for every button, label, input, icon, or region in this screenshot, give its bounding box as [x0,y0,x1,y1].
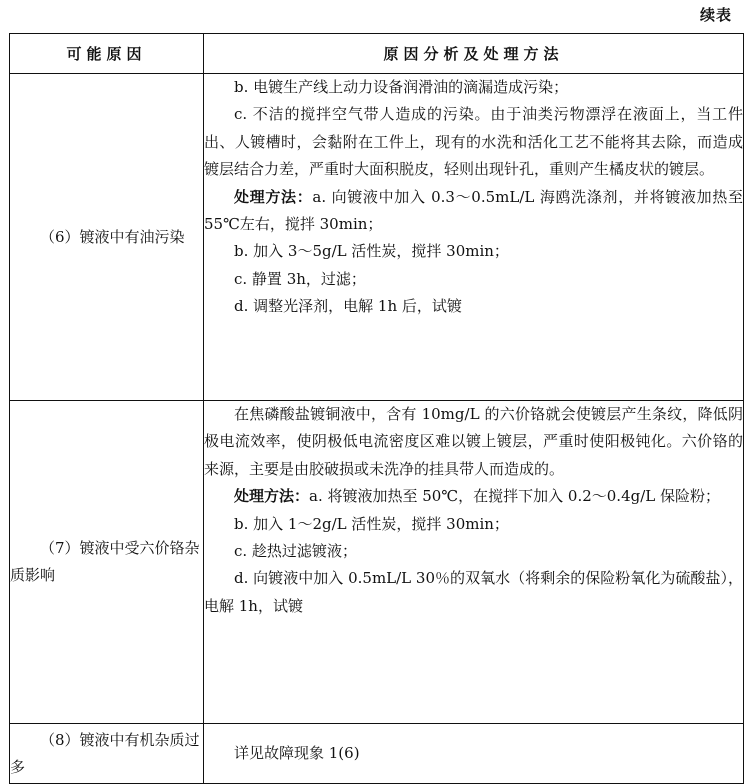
header-analysis-method: 原因分析及处理方法 [204,34,744,74]
analysis-paragraph: b. 加入 3～5g/L 活性炭，搅拌 30min； [234,242,509,261]
cause-text: （6）镀液中有油污染 [40,227,185,246]
analysis-paragraph: c. 趁热过滤镀液； [234,542,357,561]
table-row [10,401,744,724]
cause-text: （7）镀液中受六价铬杂质影响 [10,539,200,584]
analysis-paragraph: c. 不洁的搅拌空气带人造成的污染。由于油类污物漂浮在液面上，当工件出、人镀槽时，会黏附在工件上，现有的水洗和活化工艺不能将其去除，而造成镀层结合力差，严重时大面积脱皮，轻则出现针孔，重则产生橘皮状的镀层。 [204,105,743,179]
cause-cell [10,401,204,724]
analysis-paragraph: 详见故障现象 1(6) [234,743,360,762]
analysis-paragraph: b. 电镀生产线上动力设备润滑油的滴漏造成污染； [234,78,569,96]
method-text: a. 将镀液加热至 50℃，在搅拌下加入 0.2～0.4g/L 保险粉； [309,487,720,506]
analysis-paragraph: d. 向镀液中加入 0.5mL/L 30％的双氧水（将剩余的保险粉氧化为硫酸盐），电解 1h，试镀 [204,569,743,615]
analysis-paragraph [204,483,743,510]
cause-cell [10,74,204,401]
header-possible-cause: 可能原因 [10,34,204,74]
table-row [10,74,744,401]
analysis-cell [204,74,744,401]
analysis-paragraph: 在焦磷酸盐镀铜液中，含有 10mg/L 的六价铬就会使镀层产生条纹，降低阴极电流效率，使阴极低电流密度区难以镀上镀层，严重时使阳极钝化。六价铬的来源，主要是由胶破损或未洗净的挂具带人而造成的。 [204,405,743,478]
analysis-paragraph [204,184,743,239]
analysis-paragraph: d. 调整光泽剂，电解 1h 后，试镀 [234,297,462,316]
method-label: 处理方法： [234,487,310,506]
fault-analysis-table [9,33,744,784]
cause-text: （8）镀液中有机杂质过多 [10,730,200,776]
analysis-paragraph: b. 加入 1～2g/L 活性炭，搅拌 30min； [234,514,509,533]
analysis-paragraph: c. 静置 3h，过滤； [234,269,366,288]
method-label: 处理方法： [234,187,313,206]
method-text: a. 向镀液中加入 0.3～0.5mL/L 海鸥洗涤剂，并将镀液加热至 55℃左右，搅拌 30min； [204,187,743,234]
analysis-cell [204,401,744,724]
table-header-row [10,34,744,74]
continued-label: 续表 [699,6,732,24]
